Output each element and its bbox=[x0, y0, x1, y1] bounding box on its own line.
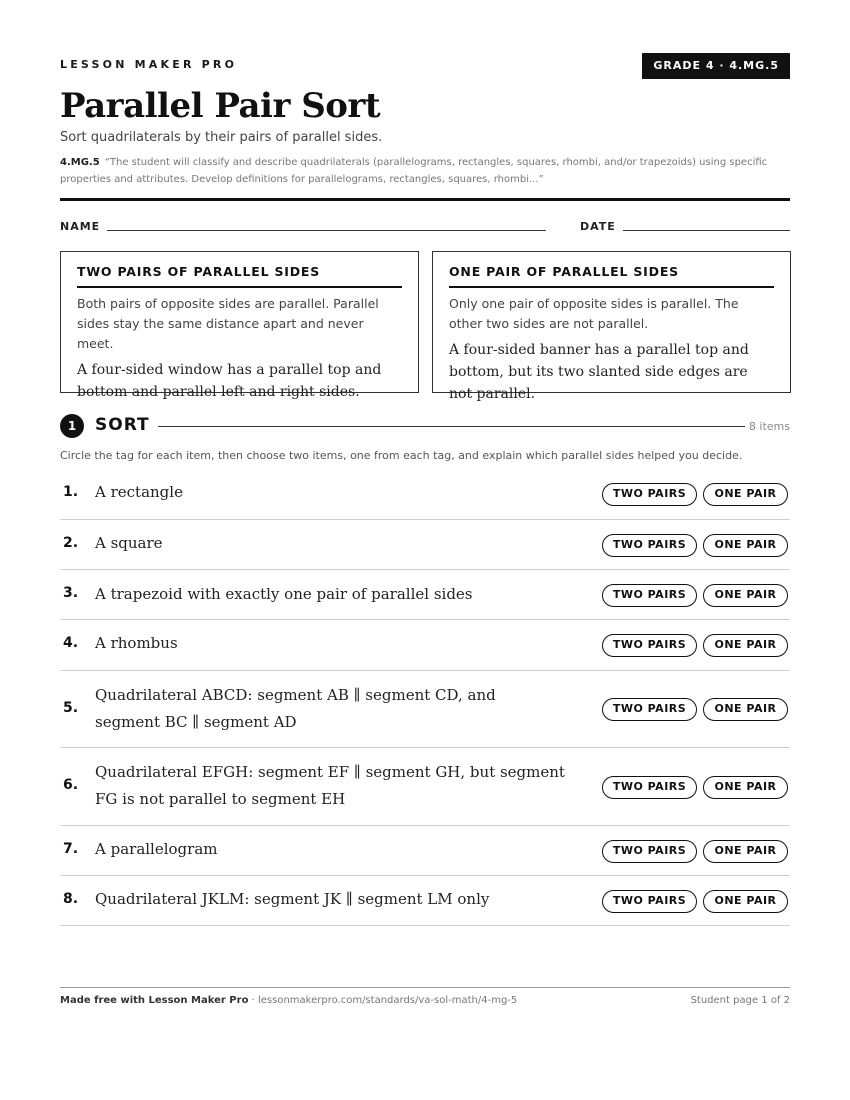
section-number-badge: 1 bbox=[60, 414, 84, 438]
tag-two-pairs[interactable]: TWO PAIRS bbox=[602, 890, 697, 913]
header-divider bbox=[60, 198, 790, 201]
page-subtitle: Sort quadrilaterals by their pairs of parallel sides. bbox=[60, 130, 383, 145]
tag-one-pair[interactable]: ONE PAIR bbox=[703, 634, 788, 657]
item-text: Quadrilateral JKLM: segment JK ∥ segment LM only bbox=[95, 890, 490, 908]
list-item bbox=[60, 876, 790, 926]
list-item bbox=[60, 671, 790, 748]
item-text: A rectangle bbox=[95, 483, 183, 501]
item-number: 1. bbox=[63, 484, 79, 500]
name-date-row bbox=[60, 220, 790, 234]
definition-title: TWO PAIRS OF PARALLEL SIDES bbox=[77, 264, 402, 288]
definition-title: ONE PAIR OF PARALLEL SIDES bbox=[449, 264, 774, 288]
list-item bbox=[60, 520, 790, 570]
tag-one-pair[interactable]: ONE PAIR bbox=[703, 483, 788, 506]
item-list bbox=[60, 469, 790, 926]
item-number: 2. bbox=[63, 535, 79, 551]
tag-group bbox=[602, 698, 788, 721]
tag-group bbox=[602, 534, 788, 557]
definition-text: Both pairs of opposite sides are parallel. Parallel sides stay the same distance apart and never meet. bbox=[77, 296, 379, 351]
name-label: NAME bbox=[60, 220, 101, 233]
tag-two-pairs[interactable]: TWO PAIRS bbox=[602, 534, 697, 557]
item-number: 7. bbox=[63, 841, 79, 857]
tag-two-pairs[interactable]: TWO PAIRS bbox=[602, 698, 697, 721]
item-text: A trapezoid with exactly one pair of parallel sides bbox=[95, 585, 473, 603]
tag-one-pair[interactable]: ONE PAIR bbox=[703, 584, 788, 607]
footer bbox=[60, 995, 790, 1006]
tag-one-pair[interactable]: ONE PAIR bbox=[703, 698, 788, 721]
item-number: 5. bbox=[63, 700, 79, 716]
list-item bbox=[60, 469, 790, 520]
tag-two-pairs[interactable]: TWO PAIRS bbox=[602, 634, 697, 657]
item-text: A rhombus bbox=[95, 634, 178, 652]
item-text: Quadrilateral EFGH: segment EF ∥ segment GH, but segment FG is not parallel to segment EH bbox=[95, 763, 565, 808]
standard-code: 4.MG.5 bbox=[60, 157, 100, 168]
tag-group bbox=[602, 634, 788, 657]
section-header-sort bbox=[60, 414, 790, 438]
tag-group bbox=[602, 584, 788, 607]
name-field[interactable] bbox=[107, 230, 546, 231]
item-text: Quadrilateral ABCD: segment AB ∥ segment CD, and segment BC ∥ segment AD bbox=[95, 686, 496, 731]
date-field[interactable] bbox=[623, 230, 790, 231]
definition-example: A four-sided banner has a parallel top and bottom, but its two slanted side edges are not parallel. bbox=[449, 342, 749, 402]
tag-group bbox=[602, 890, 788, 913]
tag-one-pair[interactable]: ONE PAIR bbox=[703, 776, 788, 799]
section-rule bbox=[158, 426, 745, 427]
item-text: A parallelogram bbox=[95, 840, 218, 858]
grade-badge: GRADE 4 · 4.MG.5 bbox=[642, 53, 790, 79]
list-item bbox=[60, 748, 790, 826]
sort-instructions: Circle the tag for each item, then choose two items, one from each tag, and explain which parallel sides helped you decide. bbox=[60, 449, 743, 462]
tag-group bbox=[602, 840, 788, 863]
definition-text: Only one pair of opposite sides is parallel. The other two sides are not parallel. bbox=[449, 296, 739, 331]
date-label: DATE bbox=[580, 220, 616, 233]
item-text: A square bbox=[95, 534, 163, 552]
standard-description bbox=[60, 154, 790, 188]
tag-two-pairs[interactable]: TWO PAIRS bbox=[602, 483, 697, 506]
definition-box-one-pair bbox=[432, 251, 791, 402]
tag-two-pairs[interactable]: TWO PAIRS bbox=[602, 840, 697, 863]
tag-group bbox=[602, 776, 788, 799]
list-item bbox=[60, 620, 790, 671]
item-count: 8 items bbox=[748, 420, 790, 433]
tag-one-pair[interactable]: ONE PAIR bbox=[703, 890, 788, 913]
item-number: 6. bbox=[63, 777, 79, 793]
definition-box-two-pairs bbox=[60, 251, 419, 400]
standard-text: “The student will classify and describe quadrilaterals (parallelograms, rectangles, squares, rhombi, and/or trapezoids) using specific properties and attributes. Develop definitions for parallelograms, rectangles, squares, rhombi...” bbox=[60, 157, 768, 185]
list-item bbox=[60, 570, 790, 620]
item-number: 8. bbox=[63, 891, 79, 907]
tag-one-pair[interactable]: ONE PAIR bbox=[703, 534, 788, 557]
item-number: 3. bbox=[63, 585, 79, 601]
page-title: Parallel Pair Sort bbox=[60, 86, 381, 126]
footer-divider bbox=[60, 987, 790, 988]
section-title: SORT bbox=[95, 415, 150, 435]
footer-made-with: Made free with Lesson Maker Pro bbox=[60, 995, 249, 1006]
footer-page-number: Student page 1 of 2 bbox=[690, 995, 790, 1006]
definition-example: A four-sided window has a parallel top and bottom and parallel left and right sides. bbox=[77, 362, 382, 400]
brand-name: LESSON MAKER PRO bbox=[60, 58, 238, 71]
tag-two-pairs[interactable]: TWO PAIRS bbox=[602, 776, 697, 799]
list-item bbox=[60, 826, 790, 876]
tag-one-pair[interactable]: ONE PAIR bbox=[703, 840, 788, 863]
tag-group bbox=[602, 483, 788, 506]
item-number: 4. bbox=[63, 635, 79, 651]
footer-url: · lessonmakerpro.com/standards/va-sol-math/4-mg-5 bbox=[248, 995, 518, 1006]
tag-two-pairs[interactable]: TWO PAIRS bbox=[602, 584, 697, 607]
